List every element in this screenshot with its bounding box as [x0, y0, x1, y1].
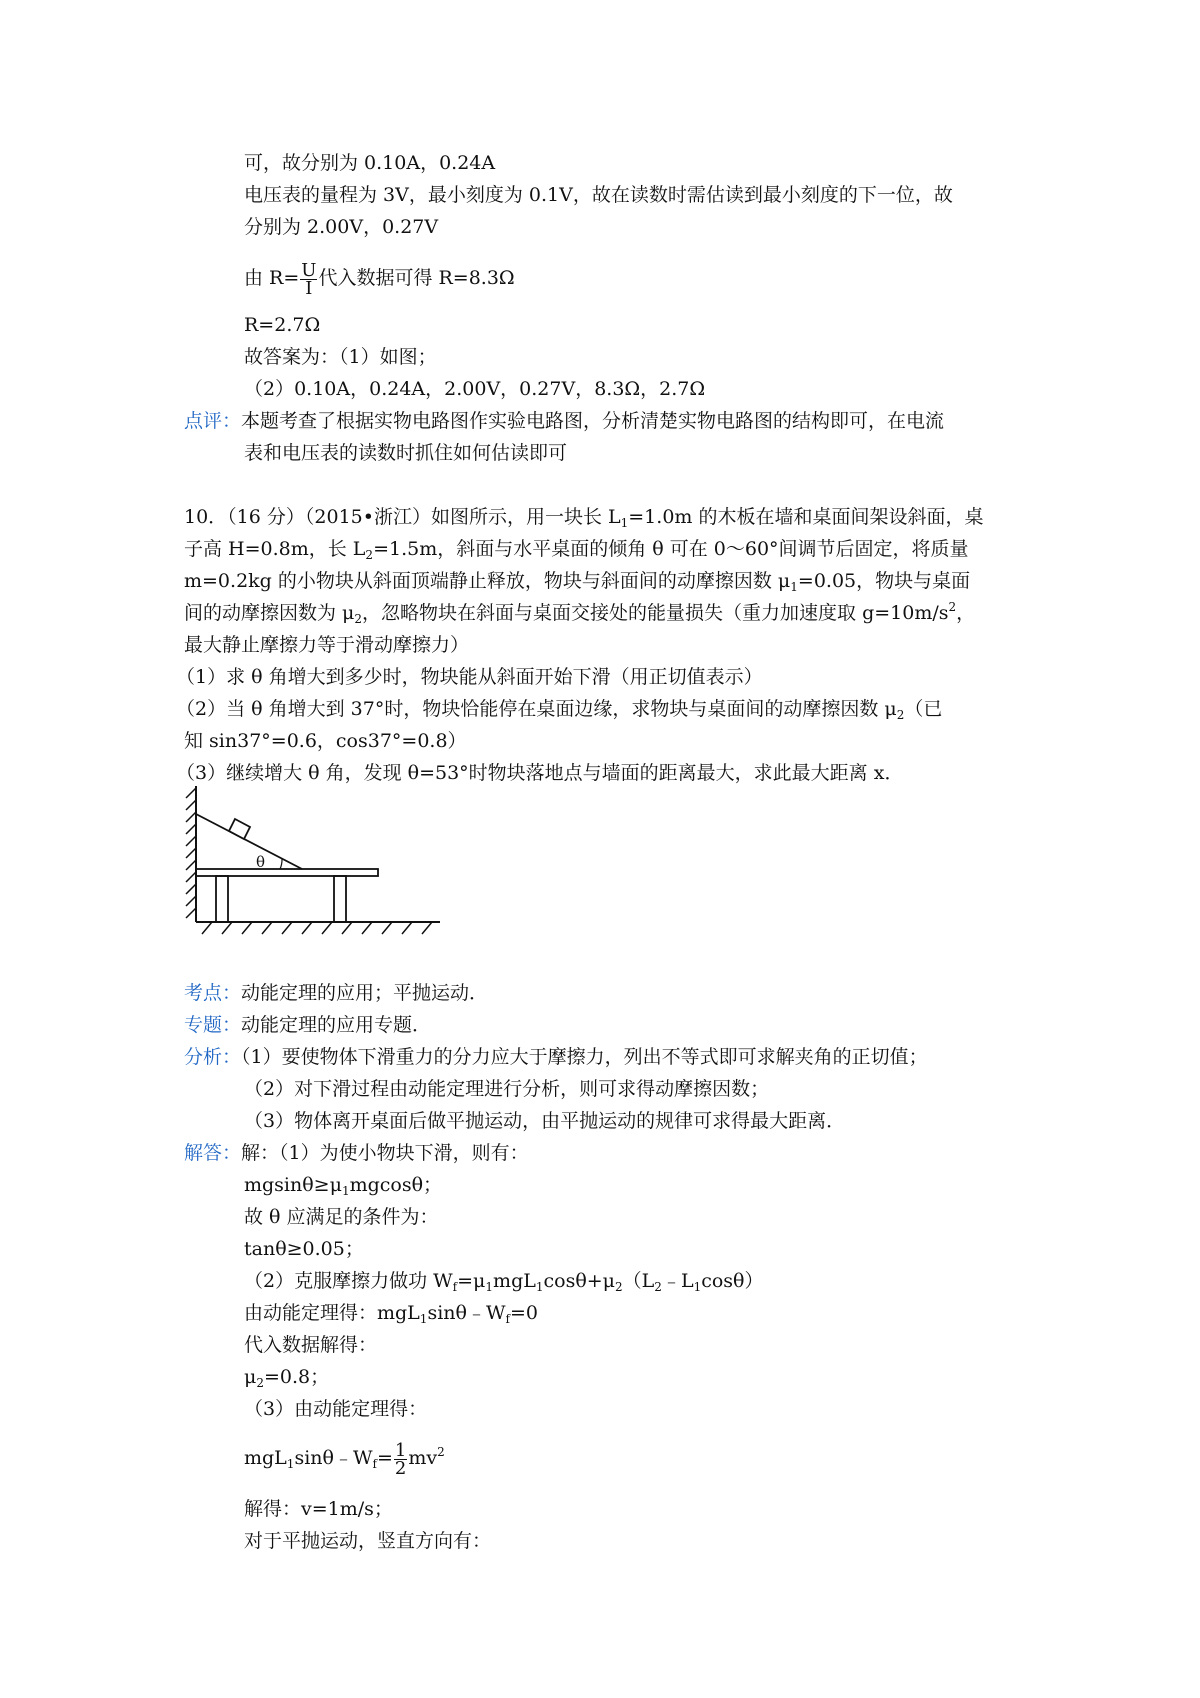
text-segment: 由动能定理得：mgL: [244, 1302, 420, 1324]
fraction-denominator: 2: [394, 1457, 407, 1479]
wall-hatching: [186, 788, 196, 918]
solution-line: 解得：v=1m/s；: [244, 1498, 393, 1520]
table-top: [196, 869, 378, 876]
formula-line: [244, 258, 515, 298]
fraction: [394, 1439, 407, 1479]
text-line: 可，故分别为 0.10A，0.24A: [244, 152, 496, 174]
text-segment: =μ: [457, 1270, 486, 1292]
solution-line: [244, 1172, 442, 1198]
subscript: 2: [615, 1280, 623, 1294]
subscript: 2: [256, 1376, 264, 1390]
jieda-label: 解答：: [184, 1142, 242, 1164]
kaodian-text: 动能定理的应用；平抛运动．: [241, 982, 489, 1004]
text-segment: sinθ﹣W: [427, 1302, 506, 1324]
solution-line: [244, 1300, 538, 1326]
table-leg-right: [334, 876, 346, 922]
subscript: 2: [654, 1280, 662, 1294]
subscript: 1: [535, 1280, 544, 1294]
jieda-line: [184, 1140, 529, 1166]
text-segment: =1.5m，斜面与水平桌面的倾角 θ 可在 0～60°间调节后固定，将质量: [373, 538, 969, 560]
zhuanti-text: 动能定理的应用专题．: [241, 1014, 432, 1036]
text-segment: mgcosθ；: [349, 1174, 443, 1196]
solution-line: 代入数据解得：: [244, 1334, 378, 1356]
fraction-denominator: I: [305, 277, 313, 299]
text-segment: mgL: [244, 1447, 287, 1469]
zhuanti-label: 专题：: [184, 1014, 242, 1036]
text-segment: mgL: [493, 1270, 536, 1292]
text-segment: ﹣L: [661, 1270, 694, 1292]
solution-line: [244, 1364, 329, 1390]
text-segment: （2）当 θ 角增大到 37°时，物块恰能停在桌面边缘，求物块与桌面间的动摩擦因数 μ: [176, 698, 897, 720]
fraction-numerator: U: [301, 259, 317, 281]
incline-figure: [182, 780, 452, 940]
fraction-numerator: 1: [394, 1439, 407, 1461]
question-part-2: [176, 696, 942, 722]
text-segment: μ: [244, 1366, 257, 1388]
angle-arc: [280, 859, 282, 869]
question-line: 最大静止摩擦力等于滑动摩擦力）: [184, 634, 470, 656]
text-segment: ，忽略物块在斜面与桌面交接处的能量损失（重力加速度取 g=10m/s: [362, 602, 949, 624]
text-line: R=2.7Ω: [244, 314, 321, 336]
text-segment: =: [376, 1447, 393, 1469]
subscript: f: [505, 1312, 510, 1326]
text-segment: =0: [509, 1302, 538, 1324]
comment-label: 点评：: [184, 410, 242, 432]
subscript: 1: [419, 1312, 428, 1326]
question-line: 知 sin37°=0.6，cos37°=0.8）: [184, 730, 467, 752]
text-segment: sinθ﹣W: [294, 1447, 373, 1469]
text-segment: mgsinθ≥μ: [244, 1174, 342, 1196]
text-segment: ，: [956, 602, 976, 624]
subscript: f: [452, 1280, 458, 1294]
fenxi-line: （3）物体离开桌面后做平抛运动，由平抛运动的规律可求得最大距离．: [244, 1110, 846, 1132]
subscript: 1: [790, 580, 798, 594]
incline-board: [196, 814, 302, 869]
ground-hatching: [202, 922, 432, 934]
solution-line: 对于平抛运动，竖直方向有：: [244, 1530, 492, 1552]
question-line: [184, 536, 969, 562]
subscript: 2: [354, 612, 363, 626]
text-line: 电压表的量程为 3V，最小刻度为 0.1V，故在读数时需估读到最小刻度的下一位，故: [244, 184, 953, 206]
text-segment: =0.05，物块与桌面: [797, 570, 971, 592]
fraction: [300, 259, 317, 299]
fenxi-text: （1）要使物体下滑重力的分力应大于摩擦力，列出不等式即可求解夹角的正切值；: [241, 1046, 928, 1068]
text-segment: =1.0m 的木板在墙和桌面间架设斜面，桌: [628, 506, 984, 528]
solution-line: [244, 1268, 763, 1294]
question-line: [184, 568, 970, 594]
zhuanti-line: [184, 1012, 431, 1038]
text-line: （2）0.10A，0.24A，2.00V，0.27V，8.3Ω，2.7Ω: [244, 378, 706, 400]
subscript: 2: [896, 708, 905, 722]
text-segment: （2）克服摩擦力做功 W: [244, 1270, 453, 1292]
solution-line: （3）由动能定理得：: [244, 1398, 428, 1420]
fenxi-line: [184, 1044, 928, 1070]
subscript: 2: [365, 548, 374, 562]
text-segment: mv: [408, 1447, 438, 1469]
question-line: [184, 504, 983, 530]
kaodian-label: 考点：: [184, 982, 242, 1004]
subscript: f: [372, 1457, 377, 1471]
solution-line: 故 θ 应满足的条件为：: [244, 1206, 439, 1228]
text-line: 分别为 2.00V，0.27V: [244, 216, 439, 238]
subscript: 1: [286, 1457, 295, 1471]
fenxi-line: （2）对下滑过程由动能定理进行分析，则可求得动摩擦因数；: [244, 1078, 770, 1100]
text-segment: =0.8；: [264, 1366, 330, 1388]
text-segment: 10．（16 分）（2015•浙江）如图所示，用一块长 L: [184, 506, 621, 528]
jieda-text: 解：（1）为使小物块下滑，则有：: [241, 1142, 529, 1164]
text-segment: （已: [904, 698, 943, 720]
fenxi-label: 分析：: [184, 1046, 242, 1068]
subscript: 1: [485, 1280, 494, 1294]
text-segment: m=0.2kg 的小物块从斜面顶端静止释放，物块与斜面间的动摩擦因数 μ: [184, 570, 791, 592]
solution-line: tanθ≥0.05；: [244, 1238, 364, 1260]
text-segment: 代入数据可得 R=8.3Ω: [318, 267, 515, 289]
kaodian-line: [184, 980, 488, 1006]
text-segment: 间的动摩擦因数为 μ: [184, 602, 355, 624]
text-line: 表和电压表的读数时抓住如何估读即可: [244, 442, 568, 464]
superscript: 2: [437, 1445, 445, 1459]
text-segment: 子高 H=0.8m，长 L: [184, 538, 366, 560]
theta-label: θ: [256, 853, 266, 871]
comment-text: 本题考查了根据实物电路图作实验电路图，分析清楚实物电路图的结构即可，在电流: [241, 410, 945, 432]
text-segment: cosθ+μ: [543, 1270, 616, 1292]
subscript: 1: [620, 516, 629, 530]
text-segment: cosθ）: [701, 1270, 764, 1292]
subscript: 1: [341, 1184, 350, 1198]
question-part-3: （3）继续增大 θ 角，发现 θ=53°时物块落地点与墙面的距离最大，求此最大距离 x．: [176, 762, 904, 784]
subscript: 1: [693, 1280, 702, 1294]
comment-line: [184, 408, 944, 434]
question-part-1: （1）求 θ 角增大到多少时，物块能从斜面开始下滑（用正切值表示）: [176, 666, 763, 688]
table-leg-left: [216, 876, 228, 922]
text-line: 故答案为：（1）如图；: [244, 346, 437, 368]
text-segment: 由 R=: [244, 267, 300, 289]
question-line: [184, 600, 975, 626]
block: [229, 819, 250, 839]
solution-formula-line: [244, 1436, 445, 1480]
text-segment: （L: [622, 1270, 655, 1292]
superscript: 2: [948, 600, 957, 614]
